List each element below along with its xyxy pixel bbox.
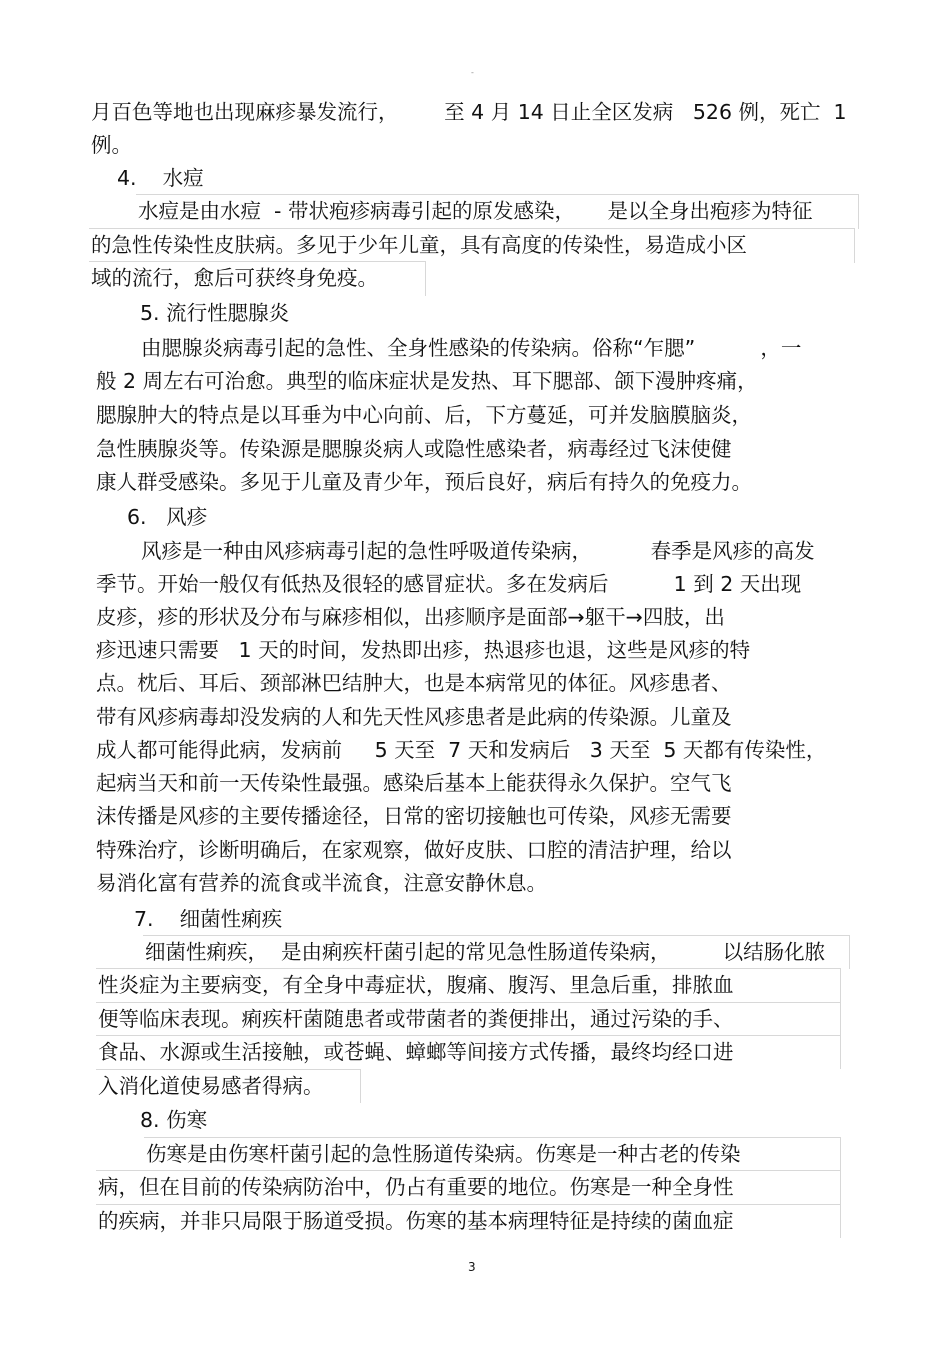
text-line: 月百色等地也出现麻疹暴发流行， 至 4 月 14 日止全区发病 526 例，死亡 1 — [91, 100, 847, 124]
text-line: 病，但在目前的传染病防治中，仍占有重要的地位。伤寒是一种全身性 — [98, 1175, 734, 1199]
text-line: 6. 风疹 — [127, 505, 208, 529]
text-line: 8. 伤寒 — [140, 1108, 208, 1132]
text-line: 7. 细菌性痢疾 — [134, 907, 283, 931]
text-line: 的疾病，并非只局限于肠道受损。伤寒的基本病理特征是持续的菌血症 — [98, 1209, 734, 1233]
text-line: 沫传播是风疹的主要传播途径，日常的密切接触也可传染，风疹无需要 — [96, 804, 732, 828]
text-line: 细菌性痢疾， 是由痢疾杆菌引起的常见急性肠道传染病， 以结肠化脓 — [145, 940, 826, 964]
text-line: 皮疹，疹的形状及分布与麻疹相似，出疹顺序是面部→躯干→四肢，出 — [96, 605, 725, 629]
text-line: 由腮腺炎病毒引起的急性、全身性感染的传染病。俗称“乍腮” ，一 — [141, 336, 802, 360]
text-line: 易消化富有营养的流食或半流食，注意安静休息。 — [96, 871, 547, 895]
text-line: 腮腺肿大的特点是以耳垂为中心向前、后，下方蔓延，可并发脑膜脑炎， — [96, 403, 752, 427]
text-line: 性炎症为主要病变，有全身中毒症状，腹痛、腹泻、里急后重，排脓血 — [98, 973, 734, 997]
text-line: 域的流行，愈后可获终身免疫。 — [91, 266, 378, 290]
text-line: 4. 水痘 — [117, 166, 204, 190]
text-line: 起病当天和前一天传染性最强。感染后基本上能获得永久保护。空气飞 — [96, 771, 732, 795]
page-number: 3 — [468, 1260, 476, 1274]
text-line: 般 2 周左右可治愈。典型的临床症状是发热、耳下腮部、颌下漫肿疼痛， — [96, 369, 758, 393]
header-mark: - — [471, 68, 474, 77]
text-line: 点。枕后、耳后、颈部淋巴结肿大，也是本病常见的体征。风疹患者、 — [96, 671, 732, 695]
text-line: 成人都可能得此病，发病前 5 天至 7 天和发病后 3 天至 5 天都有传染性， — [96, 738, 827, 762]
text-line: 便等临床表现。痢疾杆菌随患者或带菌者的粪便排出，通过污染的手、 — [98, 1007, 734, 1031]
text-line: 入消化道使易感者得病。 — [98, 1074, 324, 1098]
text-line: 例。 — [91, 133, 132, 157]
text-line: 食品、水源或生活接触，或苍蝇、蟑螂等间接方式传播，最终均经口进 — [98, 1040, 734, 1064]
text-line: 特殊治疗，诊断明确后，在家观察，做好皮肤、口腔的清洁护理，给以 — [96, 838, 732, 862]
text-line: 伤寒是由伤寒杆菌引起的急性肠道传染病。伤寒是一种古老的传染 — [146, 1142, 741, 1166]
text-line: 风疹是一种由风疹病毒引起的急性呼吸道传染病， 春季是风疹的高发 — [141, 539, 815, 563]
text-line: 季节。开始一般仅有低热及很轻的感冒症状。多在发病后 1 到 2 天出现 — [96, 572, 802, 596]
text-line: 康人群受感染。多见于儿童及青少年，预后良好，病后有持久的免疫力。 — [96, 470, 752, 494]
text-line: 急性胰腺炎等。传染源是腮腺炎病人或隐性感染者，病毒经过飞沫使健 — [96, 437, 732, 461]
text-line: 的急性传染性皮肤病。多见于少年儿童，具有高度的传染性，易造成小区 — [91, 233, 747, 257]
text-line: 水痘是由水痘 - 带状疱疹病毒引起的原发感染， 是以全身出疱疹为特征 — [138, 199, 813, 223]
text-line: 5. 流行性腮腺炎 — [140, 301, 290, 325]
text-line: 带有风疹病毒却没发病的人和先天性风疹患者是此病的传染源。儿童及 — [96, 705, 732, 729]
text-line: 疹迅速只需要 1 天的时间，发热即出疹，热退疹也退，这些是风疹的特 — [96, 638, 751, 662]
